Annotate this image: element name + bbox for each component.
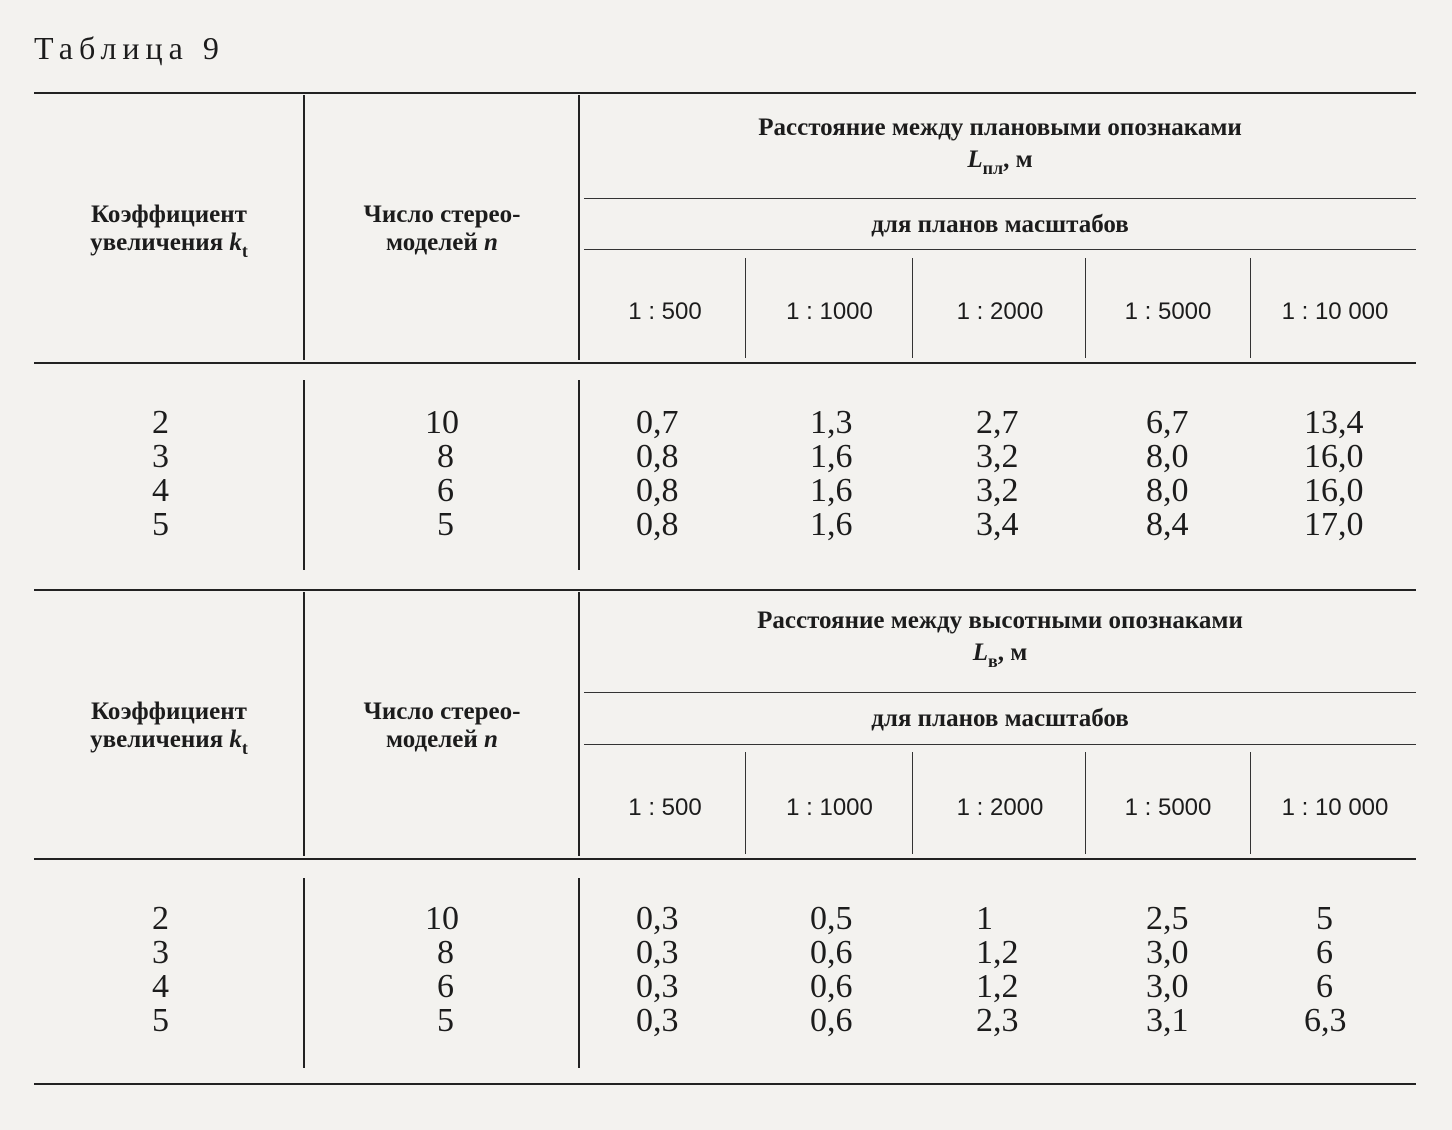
value-1-2000: 2,3: [976, 1002, 1019, 1039]
value-1-2000: 3,4: [976, 506, 1019, 543]
models-value: 8: [437, 438, 454, 475]
value-1-1000: 0,5: [810, 900, 853, 937]
value-1-500: 0,8: [636, 506, 679, 543]
value-1-5000: 3,1: [1146, 1002, 1189, 1039]
scale-divider-4: [1250, 258, 1251, 358]
scale-divider-4-s2: [1250, 752, 1251, 854]
coef-value: 3: [152, 438, 169, 475]
height-scale-2000: 1 : 2000: [956, 794, 1044, 821]
value-1-500: 0,8: [636, 438, 679, 475]
models-value: 10: [425, 900, 459, 937]
coef-header-line1: Коэффициент: [91, 201, 247, 228]
scale-divider-3-s2: [1085, 752, 1086, 854]
value-1-500: 0,3: [636, 934, 679, 971]
col-divider-1-body: [303, 380, 305, 570]
coef-value: 2: [152, 404, 169, 441]
value-1-10000: 6,3: [1304, 1002, 1347, 1039]
scales-rule-2: [584, 744, 1416, 745]
models-value: 5: [437, 1002, 454, 1039]
height-scale-5000: 1 : 5000: [1124, 794, 1212, 821]
models-header-line2: моделей n: [386, 229, 498, 256]
models-value: 8: [437, 934, 454, 971]
coef-value: 4: [152, 472, 169, 509]
value-1-2000: 1: [976, 900, 993, 937]
height-scale-10000: 1 : 10 000: [1281, 794, 1389, 821]
models-header-2: [310, 698, 574, 754]
scale-divider-1-s2: [745, 752, 746, 854]
col-divider-1: [303, 95, 305, 360]
value-1-2000: 2,7: [976, 404, 1019, 441]
header-bottom-rule: [34, 362, 1416, 364]
height-distance-header-line2: $L_в$, м: [972, 639, 1028, 671]
table-top-rule: [34, 92, 1416, 94]
col-divider-2: [578, 95, 580, 360]
coef-header: [40, 201, 298, 265]
scale-divider-2: [912, 258, 913, 358]
scales-rule: [584, 249, 1416, 250]
value-1-500: 0,3: [636, 1002, 679, 1039]
plan-distance-header-line2: $L_{пл}$, м: [967, 146, 1033, 178]
coef-value: 3: [152, 934, 169, 971]
value-1-1000: 0,6: [810, 934, 853, 971]
plan-scale-5000: 1 : 5000: [1124, 298, 1212, 325]
value-1-5000: 2,5: [1146, 900, 1189, 937]
value-1-500: 0,7: [636, 404, 679, 441]
scale-divider-3: [1085, 258, 1086, 358]
section-divider-rule: [34, 589, 1416, 591]
value-1-1000: 0,6: [810, 968, 853, 1005]
col-divider-1-s2: [303, 592, 305, 856]
value-1-10000: 5: [1316, 900, 1333, 937]
value-1-5000: 8,0: [1146, 472, 1189, 509]
value-1-10000: 13,4: [1304, 404, 1364, 441]
value-1-10000: 17,0: [1304, 506, 1364, 543]
height-scale-500: 1 : 500: [628, 794, 702, 821]
models-header-2-line1: Число стерео-: [363, 698, 521, 725]
height-distance-header: [590, 607, 1410, 675]
scale-divider-1: [745, 258, 746, 358]
models-header-line1: Число стерео-: [363, 201, 521, 228]
models-value: 6: [437, 968, 454, 1005]
value-1-1000: 0,6: [810, 1002, 853, 1039]
heading-rule-2: [584, 692, 1416, 693]
height-scale-1000: 1 : 1000: [786, 794, 873, 821]
value-1-2000: 3,2: [976, 472, 1019, 509]
value-1-1000: 1,6: [810, 506, 853, 543]
value-1-5000: 8,0: [1146, 438, 1189, 475]
coef-value: 5: [152, 506, 169, 543]
value-1-2000: 3,2: [976, 438, 1019, 475]
value-1-10000: 6: [1316, 934, 1333, 971]
table-title: Таблица 9: [34, 30, 225, 66]
value-1-1000: 1,3: [810, 404, 853, 441]
value-1-5000: 3,0: [1146, 968, 1189, 1005]
models-header: [310, 201, 574, 257]
header-bottom-rule-2: [34, 858, 1416, 860]
plan-scale-2000: 1 : 2000: [956, 298, 1044, 325]
coef-header-line2: увеличения $k_t$: [90, 229, 248, 261]
value-1-5000: 3,0: [1146, 934, 1189, 971]
coef-value: 4: [152, 968, 169, 1005]
value-1-1000: 1,6: [810, 438, 853, 475]
heading-rule: [584, 198, 1416, 199]
value-1-500: 0,3: [636, 900, 679, 937]
coef-header-2-line1: Коэффициент: [91, 698, 247, 725]
value-1-10000: 16,0: [1304, 472, 1364, 509]
height-distance-header-line1: Расстояние между высотными опознаками: [757, 607, 1243, 634]
coef-value: 2: [152, 900, 169, 937]
scale-divider-2-s2: [912, 752, 913, 854]
coef-header-2: [40, 698, 298, 762]
col-divider-2-s2-body: [578, 878, 580, 1068]
models-header-2-line2: моделей n: [386, 726, 498, 753]
col-divider-2-s2: [578, 592, 580, 856]
models-value: 6: [437, 472, 454, 509]
col-divider-2-body: [578, 380, 580, 570]
plan-scales-label: для планов масштабов: [871, 211, 1129, 238]
plan-scale-10000: 1 : 10 000: [1281, 298, 1389, 325]
models-value: 10: [425, 404, 459, 441]
models-value: 5: [437, 506, 454, 543]
value-1-10000: 6: [1316, 968, 1333, 1005]
value-1-2000: 1,2: [976, 934, 1019, 971]
height-scales-label: для планов масштабов: [871, 705, 1129, 732]
plan-scale-500: 1 : 500: [628, 298, 702, 325]
plan-distance-header: [590, 114, 1410, 182]
value-1-2000: 1,2: [976, 968, 1019, 1005]
value-1-10000: 16,0: [1304, 438, 1364, 475]
value-1-1000: 1,6: [810, 472, 853, 509]
col-divider-1-s2-body: [303, 878, 305, 1068]
value-1-500: 0,3: [636, 968, 679, 1005]
value-1-5000: 8,4: [1146, 506, 1189, 543]
plan-scale-1000: 1 : 1000: [786, 298, 873, 325]
coef-value: 5: [152, 1002, 169, 1039]
table-bottom-rule: [34, 1083, 1416, 1085]
coef-header-2-line2: увеличения $k_t$: [90, 726, 248, 758]
value-1-5000: 6,7: [1146, 404, 1189, 441]
plan-distance-header-line1: Расстояние между плановыми опознаками: [758, 114, 1242, 141]
value-1-500: 0,8: [636, 472, 679, 509]
